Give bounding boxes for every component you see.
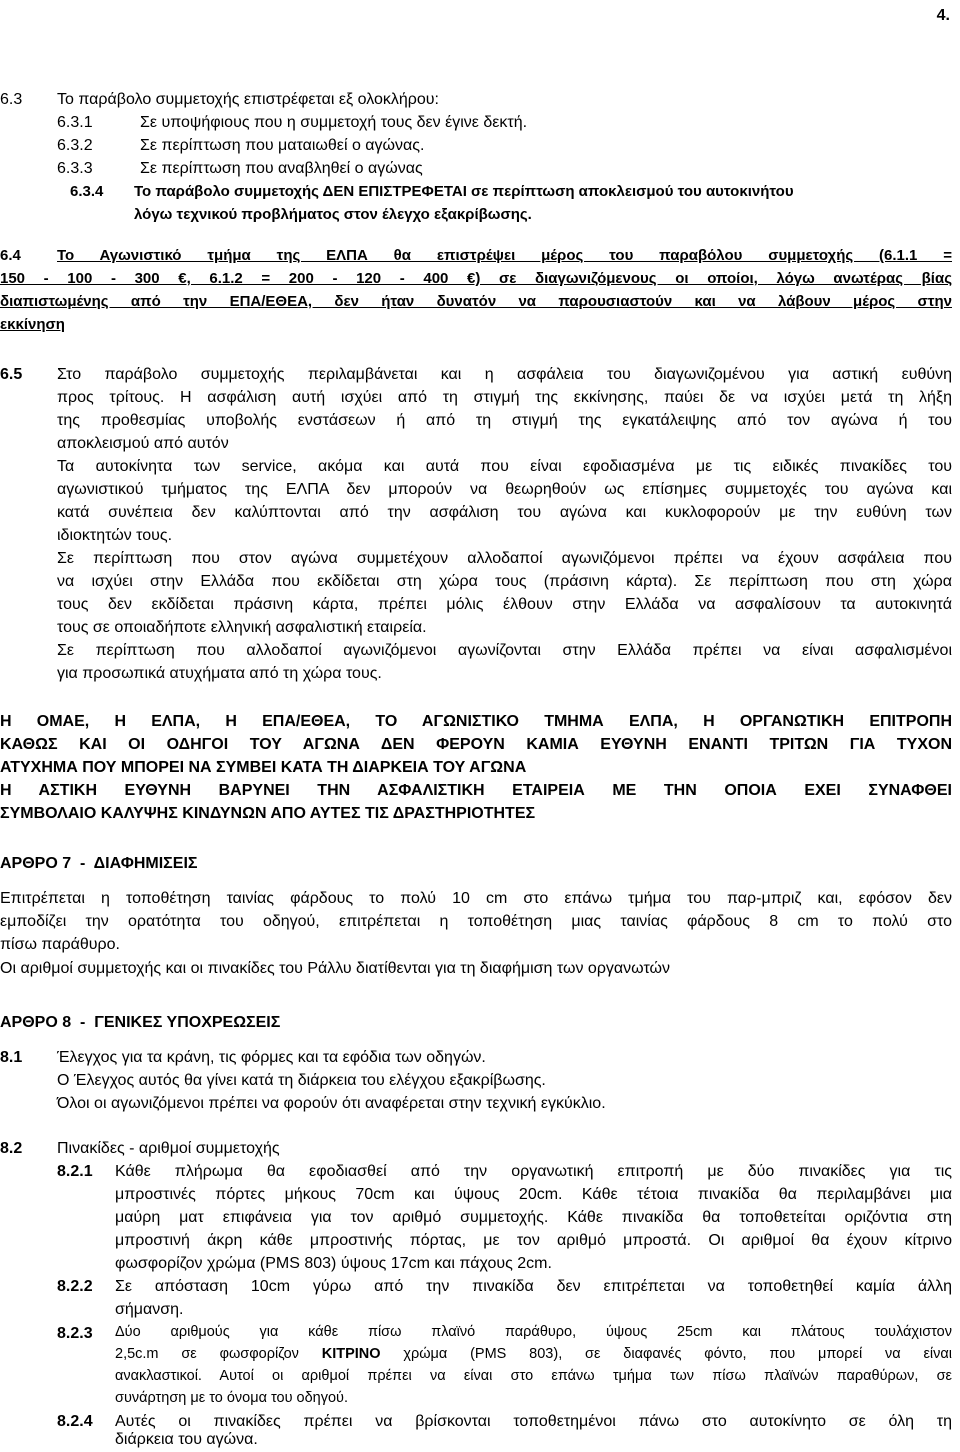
paragraph-line: τους σε οποιαδήποτε ελληνική ασφαλιστική εταιρεία. <box>57 619 427 636</box>
item-text: Σε περίπτωση που ματαιωθεί ο αγώνας. <box>140 137 425 154</box>
paragraph-line: για προσωπικά ατυχήματα από τη χώρα τους. <box>57 665 382 682</box>
paragraph-line: αποκλεισμού από αυτόν <box>57 435 229 452</box>
paragraph-line: Αυτές οι πινακίδες πρέπει να βρίσκονται τοποθετημένοι πάνω στο αυτοκίνητο σε όλη τη <box>115 1413 952 1430</box>
section-text: Το παράβολο συμμετοχής επιστρέφεται εξ ολοκλήρου: <box>57 91 439 108</box>
section-number: 6.4 <box>0 247 21 264</box>
disclaimer-line: ΚΑΘΩΣ ΚΑΙ ΟΙ ΟΔΗΓΟΙ ΤΟΥ ΑΓΩΝΑ ΔΕΝ ΦΕΡΟΥΝ ΚΑΜΙΑ ΕΥΘΥΝΗ ΕΝΑΝΤΙ ΤΡΙΤΩΝ ΓΙΑ ΤΥΧΟΝ <box>0 736 952 753</box>
paragraph-line: πίσω παράθυρο. <box>0 936 120 953</box>
paragraph-line: μαύρη ματ επιφάνεια για τον αριθμό συμμετοχής. Κάθε πινακίδα θα τοποθετείται οριζόντια στη <box>115 1209 952 1226</box>
item-number: 6.3.4 <box>70 183 104 200</box>
section-text: 150 - 100 - 300 €, 6.1.2 = 200 - 120 - 400 €) σε διαγωνιζόμενους οι οποίοι, λόγω ανωτέρας βίας <box>0 270 952 287</box>
paragraph-line: Σε απόσταση 10cm γύρω από την πινακίδα δεν επιτρέπεται να τοποθετηθεί καμία άλλη <box>115 1278 952 1295</box>
paragraph-line: Δύο αριθμούς για κάθε πίσω πλαϊνό παράθυρο, ύψους 25cm και πλάτους τουλάχιστον <box>115 1324 952 1340</box>
item-number: 8.2.3 <box>57 1325 93 1342</box>
paragraph-line: φωσφορίζον χρώμα (PMS 803) ύψους 17cm και πάχους 2cm. <box>115 1255 552 1272</box>
paragraph-line: εμποδίζει την ορατότητα του οδηγού, επιτρέπεται η τοποθέτηση μιας ταινίας φάρδους 8 cm το πολύ στο <box>0 913 952 930</box>
item-number: 8.2.4 <box>57 1413 93 1430</box>
item-number: 6.3.2 <box>57 137 93 154</box>
article-heading: ΑΡΘΡΟ 8 - ΓΕΝΙΚΕΣ ΥΠΟΧΡΕΩΣΕΙΣ <box>0 1014 281 1031</box>
section-text: εκκίνηση <box>0 316 65 333</box>
section-number: 6.3 <box>0 91 23 108</box>
paragraph-line: Επιτρέπεται η τοποθέτηση ταινίας φάρδους το πολύ 10 cm στο επάνω τμήμα του παρ-μπριζ και, εφόσον δεν <box>0 890 952 907</box>
page-number: 4. <box>936 7 950 24</box>
item-text: Το παράβολο συμμετοχής ΔΕΝ ΕΠΙΣΤΡΕΦΕΤΑΙ σε περίπτωση αποκλεισμού του αυτοκινήτου <box>134 183 794 200</box>
paragraph-line: διάρκεια του αγώνα. <box>115 1431 258 1448</box>
paragraph-line: σήμανση. <box>115 1301 184 1318</box>
section-text: διαπιστωμένης από την ΕΠΑ/ΕΘΕΑ, δεν ήταν δυνατόν να παρουσιαστούν και να λάβουν μέρος στην <box>0 293 952 310</box>
disclaimer-line: Η ΑΣΤΙΚΗ ΕΥΘΥΝΗ ΒΑΡΥΝΕΙ ΤΗΝ ΑΣΦΑΛΙΣΤΙΚΗ ΕΤΑΙΡΕΙΑ ΜΕ ΤΗΝ ΟΠΟΙΑ ΕΧΕΙ ΣΥΝΑΦΘΕΙ <box>0 782 952 799</box>
paragraph-line: μπροστινή άκρη κάθε μπροστινής πόρτας, με τον αριθμό μπροστά. Οι αριθμοί θα έχουν κίτρινο <box>115 1232 952 1249</box>
paragraph-line: μπροστινές πόρτες μήκους 70cm και ύψους 20cm. Κάθε τέτοια πινακίδα θα περιλαμβάνει μια <box>115 1186 952 1203</box>
item-number: 8.2.1 <box>57 1163 93 1180</box>
disclaimer-line: ΑΤΥΧΗΜΑ ΠΟΥ ΜΠΟΡΕΙ ΝΑ ΣΥΜΒΕΙ ΚΑΤΑ ΤΗ ΔΙΑΡΚΕΙΑ ΤΟΥ ΑΓΩΝΑ <box>0 759 527 776</box>
paragraph-line: Έλεγχος για τα κράνη, τις φόρμες και τα εφόδια των οδηγών. <box>57 1049 486 1066</box>
item-number: 8.2.2 <box>57 1278 93 1295</box>
section-text: Το Αγωνιστικό τμήμα της ΕΛΠΑ θα επιστρέψει μέρος του παραβόλου συμμετοχής (6.1.1 = <box>57 247 952 264</box>
paragraph-line: Κάθε πλήρωμα θα εφοδιασθεί από την οργανωτική επιτροπή με δύο πινακίδες για τις <box>115 1163 952 1180</box>
paragraph-line: ανακλαστικοί. Αυτοί οι αριθμοί πρέπει να είναι στο επάνω τμήμα των πίσω πλαϊνών παραθύρων, σε <box>115 1368 952 1384</box>
paragraph-line: Τα αυτοκίνητα των service, ακόμα και αυτά που είναι εφοδιασμένα με τις ειδικές πινακίδες του <box>57 458 952 475</box>
paragraph-line: Όλοι οι αγωνιζόμενοι πρέπει να φορούν ότι αναφέρεται στην τεχνική εγκύκλιο. <box>57 1095 606 1112</box>
section-title: Πινακίδες - αριθμοί συμμετοχής <box>57 1140 280 1157</box>
paragraph-line: ιδιοκτητών τους. <box>57 527 173 544</box>
paragraph-line: Σε περίπτωση που αλλοδαποί αγωνιζόμενοι αγωνίζονται στην Ελλάδα πρέπει να είναι ασφαλισμένοι <box>57 642 952 659</box>
paragraph-line: Ο Έλεγχος αυτός θα γίνει κατά τη διάρκεια του ελέγχου εξακρίβωσης. <box>57 1072 546 1089</box>
paragraph-line: να ισχύει στην Ελλάδα που εκδίδεται στη χώρα τους (πράσινη κάρτα). Σε περίπτωση που στη χώρα <box>57 573 952 590</box>
section-number: 8.2 <box>0 1140 23 1157</box>
paragraph-line: αγωνιστικού τμήματος της ΕΛΠΑ δεν μπορούν να θεωρηθούν ως επίσημες συμμετοχές του αγώνα και <box>57 481 952 498</box>
paragraph-line: Οι αριθμοί συμμετοχής και οι πινακίδες του Ράλλυ διατίθενται για τη διαφήμιση των οργανωτών <box>0 960 671 977</box>
paragraph-line: συνάρτηση με το όνομα του οδηγού. <box>115 1390 349 1406</box>
paragraph-line: της προθεσμίας υποβολής ενστάσεων ή από τη στιγμή της εγκατάλειψης από τον αγώνα ή του <box>57 412 952 429</box>
paragraph-line: Στο παράβολο συμμετοχής περιλαμβάνεται και η ασφάλεια του διαγωνιζομένου για αστική ευθύνη <box>57 366 952 383</box>
paragraph-line: προς τρίτους. Η ασφάλιση αυτή ισχύει από τη στιγμή της εκκίνησης, παύει δε να ισχύει μετά τη λήξη <box>57 389 952 406</box>
item-text: Σε υποψήφιους που η συμμετοχή τους δεν έγινε δεκτή. <box>140 114 528 131</box>
disclaimer-line: ΣΥΜΒΟΛΑΙΟ ΚΑΛΥΨΗΣ ΚΙΝΔΥΝΩΝ ΑΠΟ ΑΥΤΕΣ ΤΙΣ ΔΡΑΣΤΗΡΙΟΤΗΤΕΣ <box>0 805 536 822</box>
item-number: 6.3.1 <box>57 114 93 131</box>
item-number: 6.3.3 <box>57 160 93 177</box>
section-number: 6.5 <box>0 366 23 383</box>
item-text: Σε περίπτωση που αναβληθεί ο αγώνας <box>140 160 423 177</box>
paragraph-line: Σε περίπτωση που στον αγώνα συμμετέχουν αλλοδαποί αγωνιζόμενοι πρέπει να έχουν ασφάλεια που <box>57 550 952 567</box>
section-number: 8.1 <box>0 1049 23 1066</box>
article-heading: ΑΡΘΡΟ 7 - ΔΙΑΦΗΜΙΣΕΙΣ <box>0 855 198 872</box>
paragraph-line: κατά συνέπεια δεν καλύπτονται από την ασφάλιση του αγώνα και κυκλοφορούν με την ευθύνη των <box>57 504 952 521</box>
disclaimer-line: Η ΟΜΑΕ, Η ΕΛΠΑ, Η ΕΠΑ/ΕΘΕΑ, ΤΟ ΑΓΩΝΙΣΤΙΚΟ ΤΜΗΜΑ ΕΛΠΑ, Η ΟΡΓΑΝΩΤΙΚΗ ΕΠΙΤΡΟΠΗ <box>0 713 952 730</box>
paragraph-line: τους δεν εκδίδεται πράσινη κάρτα, πρέπει μόλις έλθουν στην Ελλάδα να ασφαλίσουν τα αυτοκινητά <box>57 596 952 613</box>
item-text: λόγω τεχνικού προβλήματος στον έλεγχο εξακρίβωσης. <box>134 206 532 223</box>
paragraph-line: 2,5c.m σε φωσφορίζον ΚΙΤΡΙΝΟ χρώμα (PMS 803), σε διαφανές φόντο, που μπορεί να είναι <box>115 1346 952 1362</box>
